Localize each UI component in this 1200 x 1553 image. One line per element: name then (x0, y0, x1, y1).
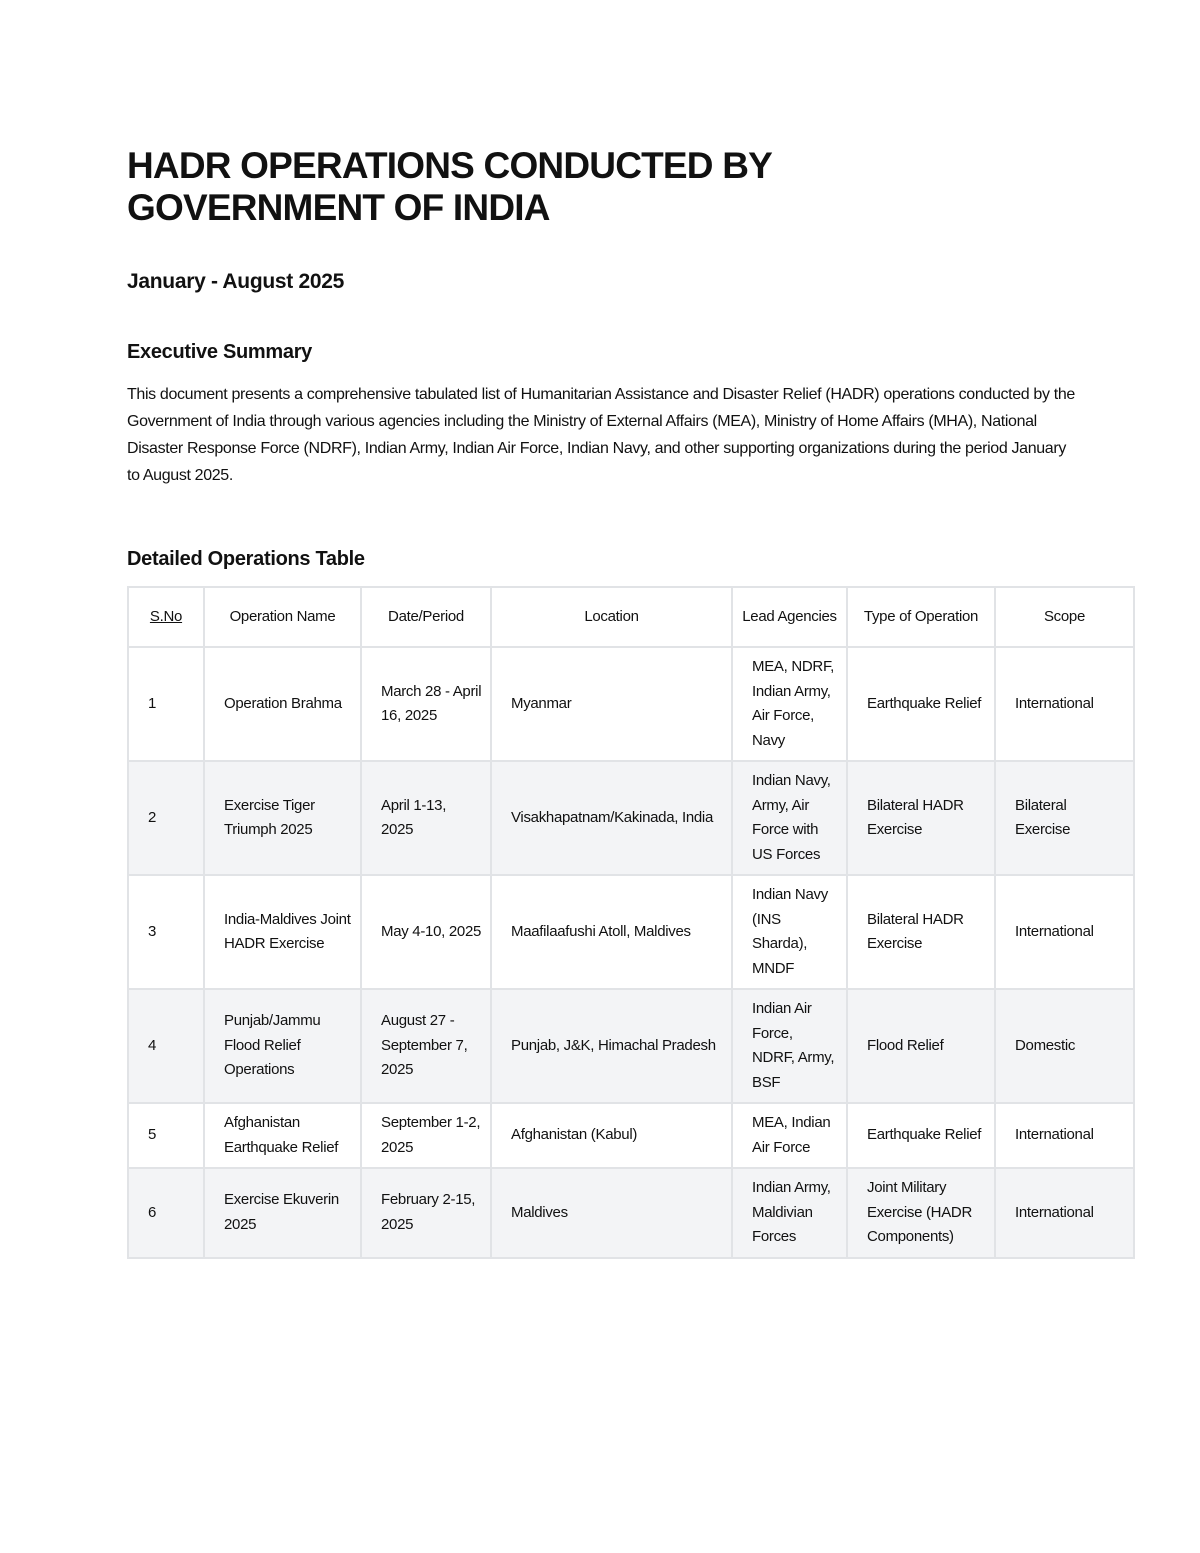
cell-location: Maldives (491, 1168, 732, 1258)
cell-type-of-operation: Earthquake Relief (847, 1103, 995, 1168)
cell-operation-name: Operation Brahma (204, 647, 361, 761)
document-page (127, 145, 1133, 1259)
cell-scope: International (995, 1103, 1134, 1168)
table-row (128, 1103, 1134, 1168)
column-header-sno (128, 587, 204, 647)
cell-location: Maafilaafushi Atoll, Maldives (491, 875, 732, 989)
cell-date-period: May 4-10, 2025 (361, 875, 491, 989)
table-row (128, 989, 1134, 1103)
table-row (128, 875, 1134, 989)
column-header-lead-agencies: Lead Agencies (732, 587, 847, 647)
cell-scope: International (995, 647, 1134, 761)
document-title: HADR OPERATIONS CONDUCTED BY GOVERNMENT OF INDIA (127, 145, 772, 228)
cell-scope: International (995, 875, 1134, 989)
cell-date-period: March 28 - April 16, 2025 (361, 647, 491, 761)
cell-type-of-operation: Bilateral HADR Exercise (847, 761, 995, 875)
column-header-scope: Scope (995, 587, 1134, 647)
column-header-type-of-operation: Type of Operation (847, 587, 995, 647)
cell-lead-agencies: MEA, NDRF, Indian Army, Air Force, Navy (732, 647, 847, 761)
cell-operation-name: India-Maldives Joint HADR Exercise (204, 875, 361, 989)
column-header-date-period: Date/Period (361, 587, 491, 647)
cell-scope: Bilateral Exercise (995, 761, 1134, 875)
cell-scope: Domestic (995, 989, 1134, 1103)
operations-table-heading: Detailed Operations Table (127, 548, 365, 570)
cell-date-period: February 2-15, 2025 (361, 1168, 491, 1258)
cell-date-period: September 1-2, 2025 (361, 1103, 491, 1168)
cell-type-of-operation: Flood Relief (847, 989, 995, 1103)
cell-lead-agencies: Indian Navy (INS Sharda), MNDF (732, 875, 847, 989)
cell-location: Afghanistan (Kabul) (491, 1103, 732, 1168)
cell-location: Punjab, J&K, Himachal Pradesh (491, 989, 732, 1103)
table-header-row (128, 587, 1134, 647)
cell-sno: 5 (128, 1103, 204, 1168)
table-row (128, 647, 1134, 761)
executive-summary-text: This document presents a comprehensive tabulated list of Humanitarian Assistance and Disaster Relief (HADR) operations conducted by the Government of India through various agencies including the Ministry of External Affairs (MEA), Ministry of Home Affairs (MHA), National Disaster Response Force (NDRF), Indian Army, Indian Air Force, Indian Navy, and other supporting organizations during the period January to August 2025. (127, 386, 1075, 484)
column-header-operation-name: Operation Name (204, 587, 361, 647)
cell-date-period: April 1-13, 2025 (361, 761, 491, 875)
cell-date-period: August 27 - September 7, 2025 (361, 989, 491, 1103)
cell-sno: 2 (128, 761, 204, 875)
cell-sno: 1 (128, 647, 204, 761)
cell-sno: 6 (128, 1168, 204, 1258)
cell-type-of-operation: Bilateral HADR Exercise (847, 875, 995, 989)
cell-operation-name: Afghanistan Earthquake Relief (204, 1103, 361, 1168)
table-row (128, 761, 1134, 875)
cell-operation-name: Exercise Ekuverin 2025 (204, 1168, 361, 1258)
cell-location: Myanmar (491, 647, 732, 761)
cell-type-of-operation: Joint Military Exercise (HADR Components) (847, 1168, 995, 1258)
cell-lead-agencies: Indian Army, Maldivian Forces (732, 1168, 847, 1258)
operations-table (127, 586, 1135, 1259)
cell-lead-agencies: MEA, Indian Air Force (732, 1103, 847, 1168)
cell-sno: 3 (128, 875, 204, 989)
cell-operation-name: Exercise Tiger Triumph 2025 (204, 761, 361, 875)
column-header-location: Location (491, 587, 732, 647)
cell-scope: International (995, 1168, 1134, 1258)
cell-type-of-operation: Earthquake Relief (847, 647, 995, 761)
cell-sno: 4 (128, 989, 204, 1103)
cell-lead-agencies: Indian Air Force, NDRF, Army, BSF (732, 989, 847, 1103)
cell-operation-name: Punjab/Jammu Flood Relief Operations (204, 989, 361, 1103)
executive-summary-heading: Executive Summary (127, 341, 312, 363)
column-header-sno-label: S.No (149, 607, 183, 625)
table-row (128, 1168, 1134, 1258)
document-period: January - August 2025 (127, 270, 344, 293)
cell-lead-agencies: Indian Navy, Army, Air Force with US Forces (732, 761, 847, 875)
cell-location: Visakhapatnam/Kakinada, India (491, 761, 732, 875)
